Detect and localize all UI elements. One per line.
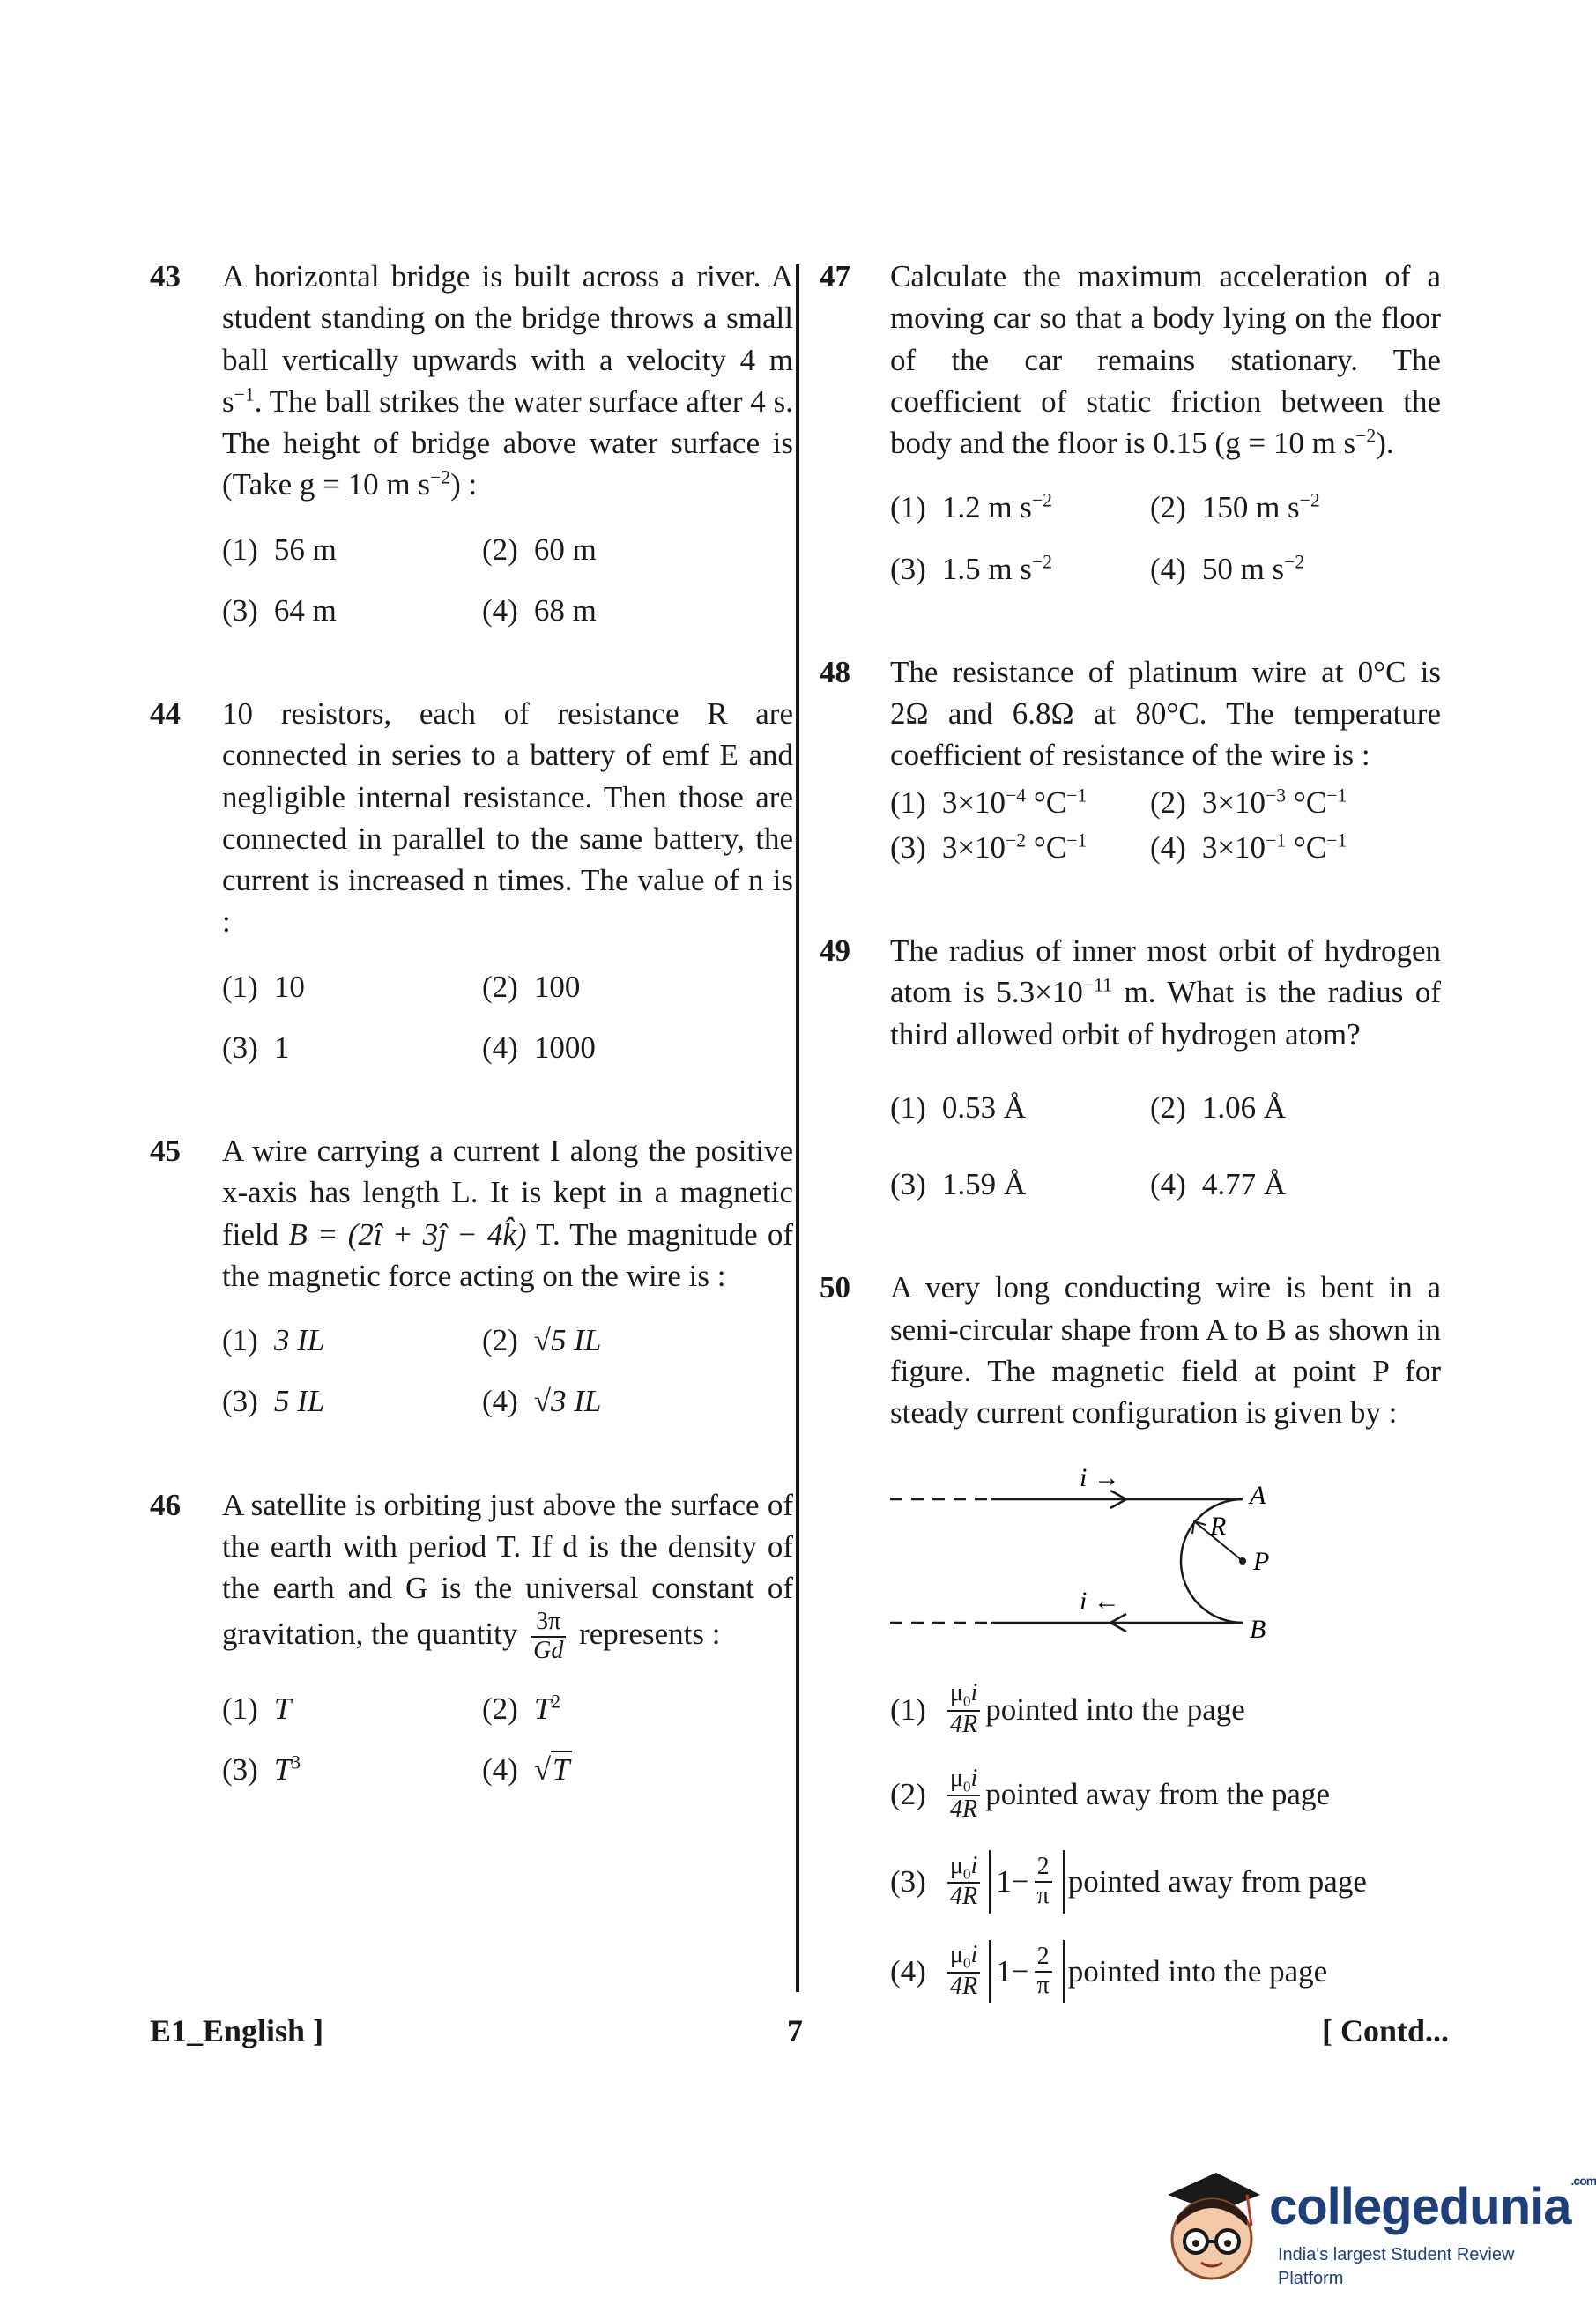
question-number: 46 — [150, 1487, 181, 1522]
question-45 — [150, 1130, 793, 1423]
option-4[interactable]: (4) √3 IL — [482, 1384, 602, 1419]
question-text: A wire carrying a current I along the positive x-axis has length L. It is kept in a magnetic field B = (2î + 3ĵ − 4k̂) T. The magnitude of the magnetic force acting on the wire is : — [222, 1134, 793, 1293]
label-b: B — [1250, 1615, 1266, 1645]
left-column — [150, 256, 793, 1852]
radius-arrow-icon — [1192, 1521, 1206, 1534]
option-3[interactable]: (3) $3\times 10^{-2}$ $^\circ C^{-1}$ — [890, 829, 1088, 865]
option-3[interactable]: (3) 5 IL — [222, 1384, 325, 1419]
option-2[interactable]: (2) 150 m $s^{-2}$ — [1150, 489, 1320, 525]
option-1[interactable]: (1) 56 m — [222, 532, 337, 567]
current-label-top: i → — [1080, 1463, 1120, 1493]
option-3[interactable]: (3) $T^3$ — [222, 1751, 301, 1788]
option-2[interactable]: (2) 60 m — [482, 532, 597, 567]
question-number: 43 — [150, 259, 181, 294]
wire-figure — [890, 1460, 1278, 1645]
option-1[interactable]: (1) $\frac{\mu_0i}{4R}$ pointed into the page — [890, 1679, 1245, 1738]
question-number: 50 — [820, 1270, 850, 1305]
question-43 — [150, 256, 793, 631]
question-text: A horizontal bridge is built across a river. A student standing on the bridge throws a small ball vertically upwards with a velocity 4 m $s^{-1}$. The ball strikes the water surface after 4 s. The height of bridge above water surface is (Take g = 10 m $s^{-2}$) : — [222, 259, 793, 502]
options — [222, 966, 793, 1069]
fraction: $\frac{3\pi}{Gd}$ — [531, 1609, 566, 1665]
label-p: P — [1253, 1547, 1270, 1577]
option-3[interactable]: (3) 1 — [222, 1030, 290, 1065]
options — [890, 782, 1441, 869]
collegedunia-watermark — [1150, 2164, 1596, 2296]
option-2[interactable]: (2) √5 IL — [482, 1323, 602, 1357]
right-column — [820, 256, 1441, 2064]
brand-name: collegedunia$^{.com}$ — [1269, 2174, 1596, 2235]
option-2[interactable]: (2) $3\times 10^{-3}$ $^\circ C^{-1}$ — [1150, 784, 1347, 820]
question-number: 49 — [820, 933, 850, 968]
option-4[interactable]: (4) $\frac{\mu_0i}{4R}$ 1− $\frac{2}{\pi}$ pointed into the page — [890, 1940, 1441, 2003]
question-text: A satellite is orbiting just above the surface of the earth with period T. If d is the density of the earth and G is the universal constant of gravitation, the quantity $\frac{3\pi}{Gd}$ represents : — [222, 1487, 793, 1665]
current-label-bottom: i ← — [1080, 1587, 1120, 1617]
option-2[interactable]: (2) 1.06 Å — [1150, 1089, 1287, 1125]
question-44 — [150, 693, 793, 1068]
sqrt-icon: √ — [533, 1752, 552, 1788]
option-2[interactable]: (2) 100 — [482, 969, 581, 1004]
question-text: The radius of inner most orbit of hydrogen atom is $5.3\times 10^{-11}$ m. What is the radius of third allowed orbit of hydrogen atom? — [890, 933, 1441, 1052]
option-4[interactable]: (4) $3\times 10^{-1}$ $^\circ C^{-1}$ — [1150, 829, 1347, 865]
mascot-logo-icon — [1150, 2164, 1265, 2296]
option-4[interactable]: (4) 4.77 Å — [1150, 1167, 1287, 1201]
sqrt-icon: √ — [533, 1384, 552, 1419]
options — [890, 1087, 1441, 1206]
question-text: A very long conducting wire is bent in a semi-circular shape from A to B as shown in figure. The magnetic field at point P for steady current configuration is given by : — [890, 1270, 1441, 1430]
question-text: The resistance of platinum wire at 0°C is 2Ω and 6.8Ω at 80°C. The temperature coefficient of resistance of the wire is : — [890, 654, 1441, 773]
options — [890, 1680, 1441, 2003]
option-2[interactable]: (2) $T^2$ — [482, 1691, 561, 1726]
option-3[interactable]: (3) 1.59 Å — [890, 1167, 1027, 1201]
option-1[interactable]: (1) 10 — [222, 969, 305, 1004]
question-50 — [820, 1267, 1441, 2003]
question-46 — [150, 1484, 793, 1791]
page-number: 7 — [787, 2013, 803, 2048]
label-r: R — [1210, 1512, 1227, 1542]
magnetic-field-vector: B = (2î + 3ĵ − 4k̂) — [288, 1216, 527, 1252]
sqrt-icon: √ — [533, 1323, 552, 1357]
question-48 — [820, 651, 1441, 868]
options — [222, 1320, 793, 1423]
question-number: 48 — [820, 654, 850, 689]
option-4[interactable]: (4) √T — [482, 1752, 570, 1788]
options — [890, 487, 1441, 590]
footer-contd: [ Contd... — [1322, 2013, 1450, 2048]
brand-tagline: India's largest Student Review Platform — [1278, 2245, 1515, 2288]
option-4[interactable]: (4) 68 m — [482, 592, 597, 628]
option-3[interactable]: (3) 1.5 m $s^{-2}$ — [890, 550, 1052, 586]
option-4[interactable]: (4) 1000 — [482, 1030, 596, 1065]
column-divider — [796, 264, 799, 1992]
question-number: 47 — [820, 259, 850, 294]
question-number: 44 — [150, 696, 181, 731]
option-1[interactable]: (1) $3\times 10^{-4}$ $^\circ C^{-1}$ — [890, 784, 1088, 820]
label-a: A — [1250, 1481, 1266, 1511]
question-47 — [820, 256, 1441, 590]
option-1[interactable]: (1) 1.2 m $s^{-2}$ — [890, 489, 1052, 525]
option-3[interactable]: (3) 64 m — [222, 592, 337, 628]
point-p — [1239, 1557, 1246, 1565]
option-2[interactable]: (2) $\frac{\mu_0i}{4R}$ pointed away from the page — [890, 1764, 1330, 1824]
options — [222, 1688, 793, 1791]
option-3[interactable]: (3) $\frac{\mu_0i}{4R}$ 1− $\frac{2}{\pi}$ pointed away from page — [890, 1850, 1441, 1914]
option-4[interactable]: (4) 50 m $s^{-2}$ — [1150, 550, 1305, 586]
question-number: 45 — [150, 1134, 181, 1168]
option-1[interactable]: (1) T — [222, 1691, 292, 1726]
option-1[interactable]: (1) 3 IL — [222, 1323, 325, 1357]
question-49 — [820, 930, 1441, 1205]
footer-paper-code: E1_English ] — [150, 2013, 324, 2048]
options — [222, 529, 793, 632]
question-text: Calculate the maximum acceleration of a moving car so that a body lying on the floor of the car remains stationary. The coefficient of static friction between the body and the floor is 0.15 (g = 10 m $s^{-2}$). — [890, 259, 1441, 460]
option-1[interactable]: (1) 0.53 Å — [890, 1089, 1027, 1125]
question-text: 10 resistors, each of resistance R are connected in series to a battery of emf E and negligible internal resistance. Then those are connected in parallel to the same battery, the current is increased n times. The value of n is : — [222, 696, 793, 940]
